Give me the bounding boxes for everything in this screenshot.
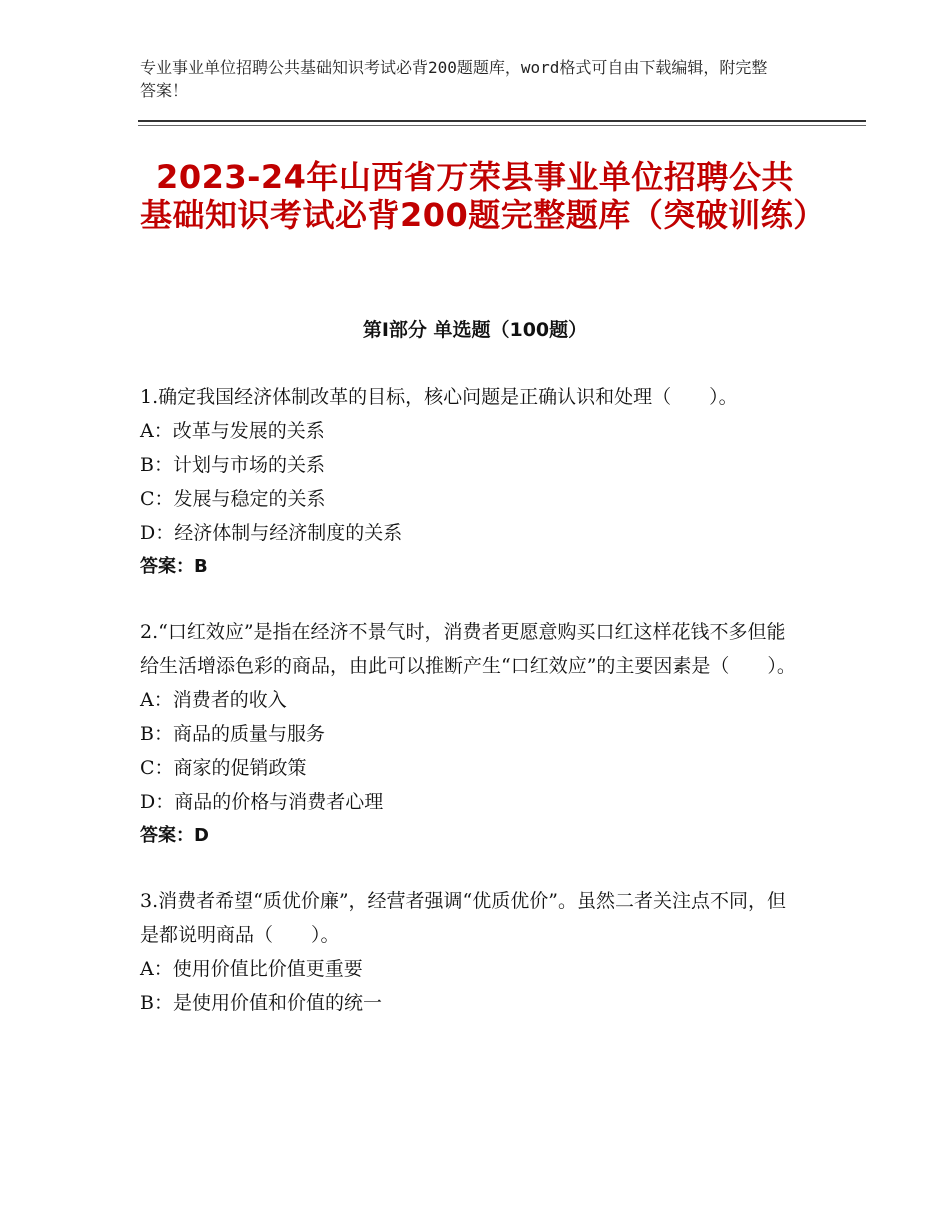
question-stem: 1.确定我国经济体制改革的目标，核心问题是正确认识和处理（ ）。 [140, 386, 738, 408]
option-a: A：消费者的收入 [140, 689, 287, 711]
question-1 [140, 380, 800, 584]
section-title: 第Ⅰ部分 单选题（100题） [362, 319, 588, 341]
option-c: C：商家的促销政策 [140, 757, 307, 779]
document-title: 2023-24年山西省万荣县事业单位招聘公共基础知识考试必背200题完整题库（突破训练） [140, 158, 826, 234]
question-2 [140, 615, 800, 853]
question-stem: 2.“口红效应”是指在经济不景气时，消费者更愿意购买口红这样花钱不多但能给生活增添色彩的商品，由此可以推断产生“口红效应”的主要因素是（ ）。 [140, 621, 796, 677]
option-c: C：发展与稳定的关系 [140, 488, 326, 510]
answer-line: 答案：B [140, 556, 208, 577]
option-b: B：商品的质量与服务 [140, 723, 325, 745]
question-3 [140, 884, 800, 1020]
option-b: B：计划与市场的关系 [140, 454, 325, 476]
option-a: A：改革与发展的关系 [140, 420, 325, 442]
option-b: B：是使用价值和价值的统一 [140, 992, 382, 1014]
header-divider [138, 120, 866, 122]
answer-line: 答案：D [140, 825, 209, 846]
option-a: A：使用价值比价值更重要 [140, 958, 363, 980]
header-divider-thin [138, 125, 866, 126]
option-d: D：商品的价格与消费者心理 [140, 791, 384, 813]
question-list [140, 380, 800, 1051]
question-stem: 3.消费者希望“质优价廉”，经营者强调“优质优价”。虽然二者关注点不同，但是都说明商品（ ）。 [140, 890, 786, 946]
header-note: 专业事业单位招聘公共基础知识考试必背200题题库，word格式可自由下载编辑，附完整答案！ [140, 58, 768, 100]
option-d: D：经济体制与经济制度的关系 [140, 522, 403, 544]
